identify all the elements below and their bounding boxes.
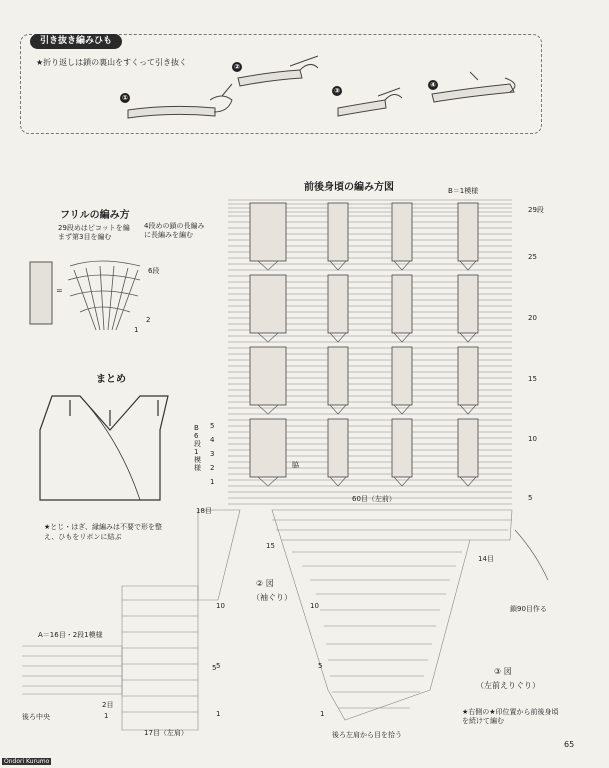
frill-row-6: 6段 bbox=[148, 267, 160, 275]
matome-schematic bbox=[40, 396, 168, 500]
two-stitches: 2目 bbox=[102, 701, 114, 709]
row-15-lower: 15 bbox=[266, 542, 275, 550]
pattern-blocks bbox=[250, 203, 478, 477]
frill-row-2: 2 bbox=[146, 316, 151, 324]
frill-title: フリルの編み方 bbox=[60, 210, 130, 221]
seventeen-stitches: 17目（左肩） bbox=[144, 729, 188, 737]
left-row-5: 5 bbox=[210, 422, 215, 430]
fig3-sub: （左前えりぐり） bbox=[476, 681, 540, 690]
fig2-label: ② 図 bbox=[256, 579, 274, 588]
b-repeat-label: B＝1模様 bbox=[448, 187, 479, 195]
fig2-row-1: 1 bbox=[216, 710, 221, 718]
footer-brand: Ondori Kurumo bbox=[4, 758, 50, 765]
row-15: 15 bbox=[528, 375, 537, 383]
matome-title: まとめ bbox=[96, 374, 126, 385]
fig3-row-10: 10 bbox=[310, 602, 319, 610]
left-row-3: 3 bbox=[210, 450, 215, 458]
frill-fan bbox=[68, 261, 140, 330]
shoulder-note: 後ろ左肩から目を拾う bbox=[332, 731, 402, 739]
row-25: 25 bbox=[528, 253, 537, 261]
pattern-a-row-5: 5 bbox=[212, 664, 217, 672]
bottom-note: ★右側の★印位置から前後身頃を続けて編む bbox=[462, 708, 559, 725]
frill-equals: = bbox=[56, 286, 63, 295]
frill-swatch bbox=[30, 262, 52, 324]
main-chart-title: 前後身頃の編み方図 bbox=[304, 182, 394, 193]
cord-title: 引き抜き編みひも bbox=[30, 34, 122, 49]
chain-ninety: 鎖90目作る bbox=[510, 605, 547, 613]
fig2-row-5: 5 bbox=[216, 662, 221, 670]
row-5: 5 bbox=[528, 494, 533, 502]
frill-row-1: 1 bbox=[134, 326, 139, 334]
cord-step-4-illustration bbox=[432, 72, 515, 102]
matome-note: ★とじ・はぎ、縁編みは不要で形を整え、ひもをリボンに結ぶ bbox=[44, 523, 162, 541]
row-29: 29段 bbox=[528, 206, 544, 214]
fig3-row-5: 5 bbox=[318, 662, 323, 670]
left-row-4: 4 bbox=[210, 436, 215, 444]
row-10: 10 bbox=[528, 435, 537, 443]
navel-label: 脇 bbox=[292, 461, 299, 469]
step-1-label: ① bbox=[120, 93, 130, 103]
chart-fan-stitches bbox=[258, 261, 476, 486]
fig3-row-1: 1 bbox=[320, 710, 325, 718]
left-row-2: 2 bbox=[210, 464, 215, 472]
frill-note-2: 4段めの鎖の長編みに長編みを編む bbox=[144, 222, 205, 239]
eighteen-stitches: 18目 bbox=[196, 507, 212, 515]
pattern-a-row-1: 1 bbox=[104, 712, 109, 720]
cord-note: ★折り返しは鎖の裏山をすくって引き抜く bbox=[36, 58, 188, 67]
fig3-label: ③ 図 bbox=[494, 667, 512, 676]
b-six-rows: B 6段 1模様 bbox=[194, 424, 201, 472]
frill-note-1: 29段めはピコットを編まず第3目を編む bbox=[58, 224, 130, 241]
cord-step-2-illustration bbox=[238, 56, 318, 86]
back-center: 後ろ中央 bbox=[22, 713, 50, 721]
step-4-label: ④ bbox=[428, 80, 438, 90]
row-20: 20 bbox=[528, 314, 537, 322]
step-3-label: ③ bbox=[332, 86, 342, 96]
page-number: 65 bbox=[564, 740, 575, 749]
lower-chart-shapes bbox=[22, 510, 548, 730]
fig2-sub: （袖ぐり） bbox=[252, 593, 292, 602]
pattern-a-label: A＝16目・2段1模様 bbox=[38, 631, 103, 639]
cord-step-3-illustration bbox=[338, 88, 402, 116]
left-row-1: 1 bbox=[210, 478, 215, 486]
sixty-stitches: 60目（左前） bbox=[352, 495, 396, 503]
fourteen-stitches: 14目 bbox=[478, 555, 494, 563]
fig2-row-10: 10 bbox=[216, 602, 225, 610]
cord-step-1-illustration bbox=[128, 84, 232, 118]
step-2-label: ② bbox=[232, 62, 242, 72]
